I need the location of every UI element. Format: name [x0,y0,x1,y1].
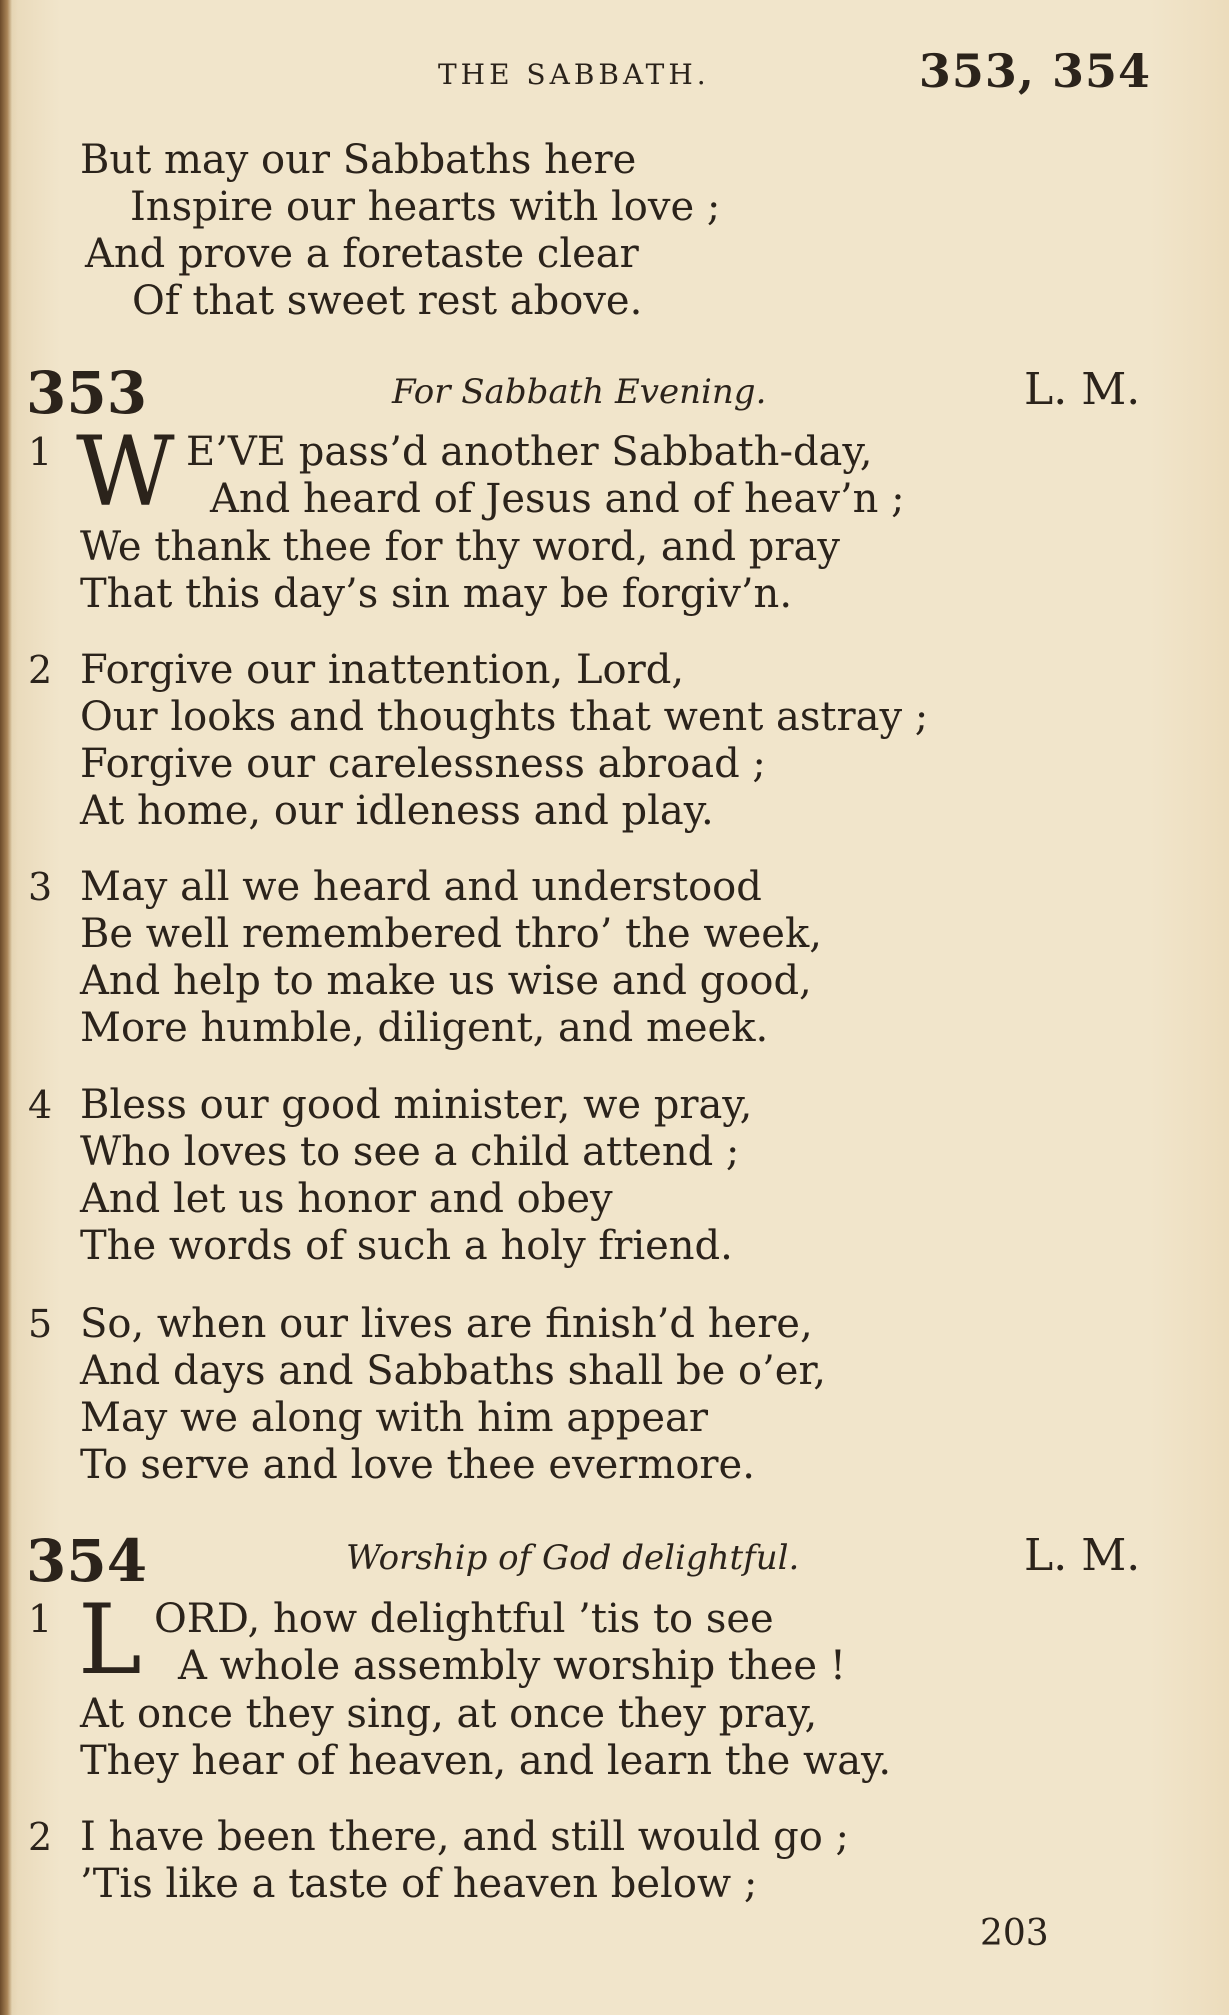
verse-number: 5 [28,1302,53,1346]
verse-line: The words of such a holy friend. [80,1223,733,1269]
verse-line: We thank thee for thy word, and pray [80,524,840,570]
verse-line: They hear of heaven, and learn the way. [80,1738,892,1784]
hymn-title: For Sabbath Evening. [392,372,767,412]
verse-number: 2 [28,648,53,692]
hymn-title: Worship of God delightful. [346,1538,800,1578]
verse-line: Inspire our hearts with love ; [130,184,721,230]
verse-line: At once they sing, at once they pray, [80,1691,818,1737]
drop-cap: L [78,1584,142,1696]
hymn-range: 353, 354 [918,44,1151,98]
verse-line: Bless our good minister, we pray, [80,1082,753,1128]
hymn-meter: L. M. [1024,364,1141,415]
verse-line: I have been there, and still would go ; [80,1814,849,1860]
verse-line: To serve and love thee evermore. [80,1442,755,1488]
verse-line: May we along with him appear [80,1395,709,1441]
verse-line: More humble, diligent, and meek. [80,1005,769,1051]
verse-line: Who loves to see a child attend ; [80,1129,740,1175]
verse-line: So, when our lives are finish’d here, [80,1301,813,1347]
verse-number: 2 [28,1815,53,1859]
verse-line: ’Tis like a taste of heaven below ; [80,1861,758,1907]
verse-number: 1 [28,430,53,474]
verse-line: But may our Sabbaths here [80,137,637,183]
verse-line: Forgive our carelessness abroad ; [80,741,766,787]
verse-line: Our looks and thoughts that went astray ; [80,694,929,740]
verse-line: That this day’s sin may be forgiv’n. [80,571,793,617]
hymn-number: 353 [26,359,148,427]
page-header [0,44,1229,104]
page-number: 203 [980,1913,1049,1954]
page-binding-edge [0,0,12,2015]
verse-line: E’VE pass’d another Sabbath-day, [186,429,873,475]
verse-line: A whole assembly worship thee ! [178,1643,846,1689]
verse-line: ORD, how delightful ’tis to see [154,1596,774,1642]
verse-line: And help to make us wise and good, [80,958,812,1004]
hymn-meter: L. M. [1024,1530,1141,1581]
drop-cap: W [76,416,175,528]
verse-line: May all we heard and understood [80,864,762,910]
verse-number: 4 [28,1083,53,1127]
verse-line: And let us honor and obey [80,1176,613,1222]
hymn-number: 354 [26,1527,148,1595]
verse-line: Of that sweet rest above. [132,278,643,324]
running-title: THE SABBATH. [438,58,710,91]
verse-line: And days and Sabbaths shall be o’er, [80,1348,826,1394]
verse-line: And heard of Jesus and of heav’n ; [210,476,905,522]
verse-line: Forgive our inattention, Lord, [80,647,685,693]
verse-line: Be well remembered thro’ the week, [80,911,822,957]
verse-number: 3 [28,865,53,909]
verse-line: And prove a foretaste clear [85,231,639,277]
verse-line: At home, our idleness and play. [80,788,714,834]
verse-number: 1 [28,1597,53,1641]
